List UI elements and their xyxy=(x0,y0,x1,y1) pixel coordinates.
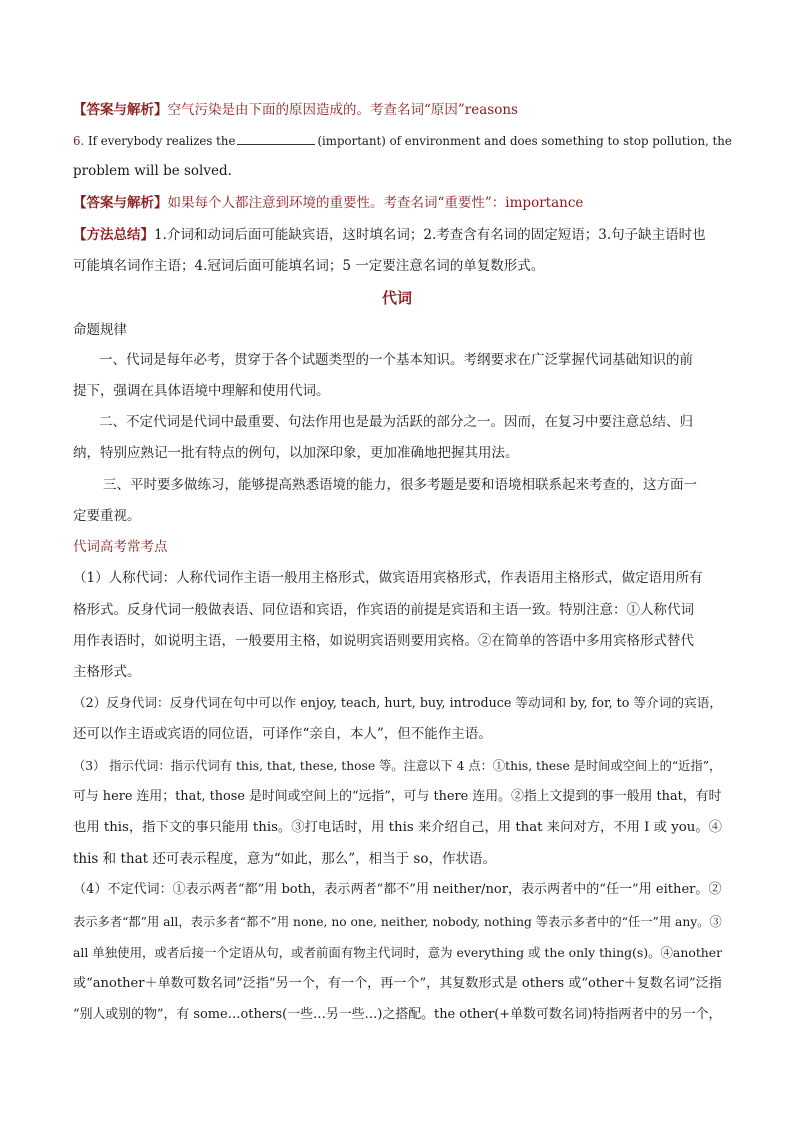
method-line-2 xyxy=(73,256,544,276)
point-line: 或“another＋单数可数名词”泛指“另一个，有一个，再一个”，其复数形式是 others 或“other＋复数名词”泛指 xyxy=(73,976,722,991)
method-tag: 【方法总结】 xyxy=(73,227,154,243)
point-line: this 和 that 还可表示程度，意为“如此，那么”，相当于 so，作状语。 xyxy=(73,851,496,867)
q6-answer-line xyxy=(73,193,583,213)
point-line: 可与 here 连用；that, those 是时间或空间上的“远指”，可与 there 连用。②指上文提到的事一般用 that，有时 xyxy=(73,789,722,804)
point-line: （1）人称代词：人称代词作主语一般用主格形式，做宾语用宾格形式，作表语用主格形式，做定语用所有 xyxy=(73,570,703,586)
question-number: 6. xyxy=(73,134,85,148)
point-line: （4）不定代词：①表示两者“都”用 both，表示两者“都不”用 neither/nor，表示两者中的“任一”用 either。② xyxy=(73,882,722,897)
rule-line: 一、代词是每年必考，贯穿于各个试题类型的一个基本知识。考纲要求在广泛掌握代词基础知识的前 xyxy=(99,352,693,368)
answer-text: 空气污染是由下面的原因造成的。考查名词“原因”reasons xyxy=(167,102,518,118)
question-text-after: (important) of environment and does something to stop pollution, the xyxy=(317,134,732,148)
point-line: 格形式。反身代词一般做表语、同位语和宾语，作宾语的前提是宾语和主语一致。特别注意：①人称代词 xyxy=(73,602,694,618)
rule-line: 纳，特别应熟记一批有特点的例句，以加深印象，更加准确地把握其用法。 xyxy=(73,445,519,461)
answer-tag: 【答案与解析】 xyxy=(73,195,168,211)
q6-line-1 xyxy=(73,131,732,151)
point-line: 主格形式。 xyxy=(73,664,141,680)
rule-line: 提下，强调在具体语境中理解和使用代词。 xyxy=(73,383,330,399)
answer-blank xyxy=(237,132,315,145)
answer-text: 如果每个人都注意到环境的重要性。考查名词“重要性”：importance xyxy=(167,195,584,211)
point-line: 用作表语时，如说明主语，一般要用主格，如说明宾语则要用宾格。②在简单的答语中多用宾格形式替代 xyxy=(73,633,694,649)
method-text-cont: 可能填名词作主语；4.冠词后面可能填名词；5 一定要注意名词的单复数形式。 xyxy=(73,258,545,274)
rule-line: 三、平时要多做练习，能够提高熟悉语境的能力，很多考题是要和语境相联系起来考查的，这方面一 xyxy=(103,477,697,493)
question-text-cont: problem will be solved. xyxy=(73,163,232,179)
section-title: 代词 xyxy=(381,289,412,307)
point-line: all 单独使用，或者后接一个定语从句，或者前面有物主代词时，意为 everything 或 the only thing(s)。④another xyxy=(73,945,723,960)
rule-line: 二、不定代词是代词中最重要、句法作用也是最为活跃的部分之一。因而，在复习中要注意总结、归 xyxy=(99,414,693,430)
point-line: 还可以作主语或宾语的同位语，可译作“亲自，本人”，但不能作主语。 xyxy=(73,726,492,742)
rule-heading: 命题规律 xyxy=(73,322,127,338)
question-text-before: If everybody realizes the xyxy=(87,134,236,148)
q6-line-2 xyxy=(73,161,232,181)
q5-answer-line xyxy=(73,100,518,120)
point-line: 表示多者“都”用 all，表示多者“都不”用 none, no one, neither, nobody, nothing 等表示多者中的“任一”用 any。③ xyxy=(73,915,722,929)
point-line: （3） 指示代词：指示代词有 this, that, these, those 等。注意以下 4 点：①this, these 是时间或空间上的“近指”， xyxy=(73,759,722,773)
points-heading: 代词高考常考点 xyxy=(73,539,168,555)
point-line: （2）反身代词：反身代词在句中可以作 enjoy, teach, hurt, buy, introduce 等动词和 by, for, to 等介词的宾语， xyxy=(73,695,722,710)
rule-line: 定要重视。 xyxy=(73,508,141,524)
point-line: “别人或别的物”，有 some…others(一些…另一些…)之搭配。the other(+单数可数名词)特指两者中的另一个， xyxy=(73,1007,722,1022)
answer-tag: 【答案与解析】 xyxy=(73,102,168,118)
method-text: 1.介词和动词后面可能缺宾语，这时填名词；2.考查含有名词的固定短语；3.句子缺主语时也 xyxy=(154,227,706,243)
method-line-1 xyxy=(73,225,706,245)
point-line: 也用 this，指下文的事只能用 this。③打电话时，用 this 来介绍自己，用 that 来问对方，不用 I 或 you。④ xyxy=(73,820,722,835)
